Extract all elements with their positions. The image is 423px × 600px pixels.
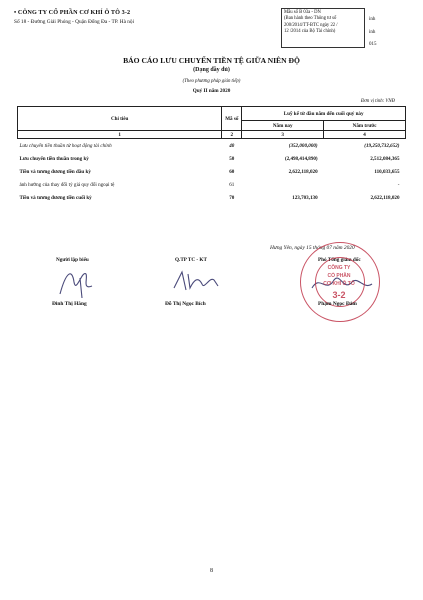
chief-accountant-signature-icon [168,266,230,296]
company-address: Số 18 - Đường Giải Phóng - Quận Đống Đa - TP. Hà nội [14,19,135,25]
form-line: (Ban hành theo Thông tư số [284,16,337,22]
index-cell: 1 [18,131,222,139]
seal-line: CỔ PHẦN [327,273,351,279]
bullet-marker: • [14,9,18,16]
row-item: ảnh hưởng của thay đổi tỷ giá quy đổi ngoại tệ [19,181,115,188]
edge-text: inh [369,17,376,22]
cash-flow-table [17,106,406,204]
row-item: Lưu chuyển tiền thuần từ hoạt động tài chính [19,142,112,149]
preparer-title: Người lập biểu [56,257,89,263]
header-cumulative: Luỹ kế từ đầu năm đến cuối quý này [242,107,406,121]
row-item: Lưu chuyển tiền thuần trong kỳ [19,155,89,162]
seal-line: CÔNG TY [327,265,351,271]
chief-accountant-title: Q.TP TC - KT [175,257,207,263]
index-cell: 2 [222,131,242,139]
table-row [18,165,406,178]
index-cell: 3 [242,131,324,139]
header-this-year: Năm nay [242,121,324,131]
row-this-year [242,178,324,191]
seal-line: 3-2 [332,290,346,300]
form-line: 200/2014/TT-BTC ngày 22 / [284,22,338,28]
report-period: Quý II năm 2020 [192,88,231,94]
company-name [14,9,130,16]
row-this-year: (352,000,000) [288,142,318,149]
edge-text: 015 [369,42,377,47]
report-title: BÁO CÁO LƯU CHUYỂN TIỀN TỆ GIỮA NIÊN ĐỘ [123,56,300,65]
row-code: 61 [229,181,235,188]
header-code: Mã số [222,107,242,131]
preparer-name: Đinh Thị Hằng [52,301,87,307]
index-cell: 4 [324,131,406,139]
row-item: Tiền và tương đương tiền cuối kỳ [19,194,92,201]
director-name: Phạm Ngọc Đảm [318,301,357,307]
row-code: 50 [229,155,235,162]
table-row [18,191,406,204]
row-last-year: 110,033,655 [374,168,400,175]
company-name-text: CÔNG TY CỔ PHẦN CƠ KHÍ Ô TÔ 3-2 [17,9,131,16]
row-last-year: (19,250,732,652) [364,142,400,149]
row-this-year: 2,622,118,020 [288,168,318,175]
row-code: 40 [229,142,235,149]
table-row [18,139,406,153]
form-line: Mẫu số B 03a - DN [284,10,321,15]
page-number: 8 [210,568,213,574]
row-last-year: 2,622,118,020 [370,194,400,201]
place-date: Hưng Yên, ngày 15 tháng 07 năm 2020 [270,245,355,251]
director-title: Phó Tổng giám đốc [318,257,361,263]
seal-line: CƠ KHÍ Ô TÔ [323,281,355,287]
report-subtitle: (Dạng đầy đủ) [193,67,230,73]
header-last-year: Năm trước [324,121,406,131]
company-seal [300,242,380,322]
report-method: (Theo phương pháp gián tiếp) [182,79,241,84]
table-row [18,152,406,165]
row-code: 70 [229,194,235,201]
form-line: 12 /2014 của Bộ Tài chính) [284,29,336,35]
form-number-box [281,8,365,48]
row-item: Tiền và tương đương tiền đầu kỳ [19,168,91,175]
table-row [18,178,406,191]
column-index-row [18,131,406,139]
row-last-year: - [397,181,400,188]
preparer-signature-icon [52,264,112,300]
edge-text: inh [369,30,376,35]
row-last-year: 2,512,084,365 [370,155,400,162]
row-this-year: 123,703,130 [292,194,318,201]
row-code: 60 [229,168,235,175]
row-this-year: (2,498,414,890) [284,155,318,162]
header-item: Chỉ tiêu [18,107,222,131]
currency-unit: Đơn vị tính: VNĐ [360,99,395,104]
chief-accountant-name: Đỗ Thị Ngọc Bích [165,301,206,307]
